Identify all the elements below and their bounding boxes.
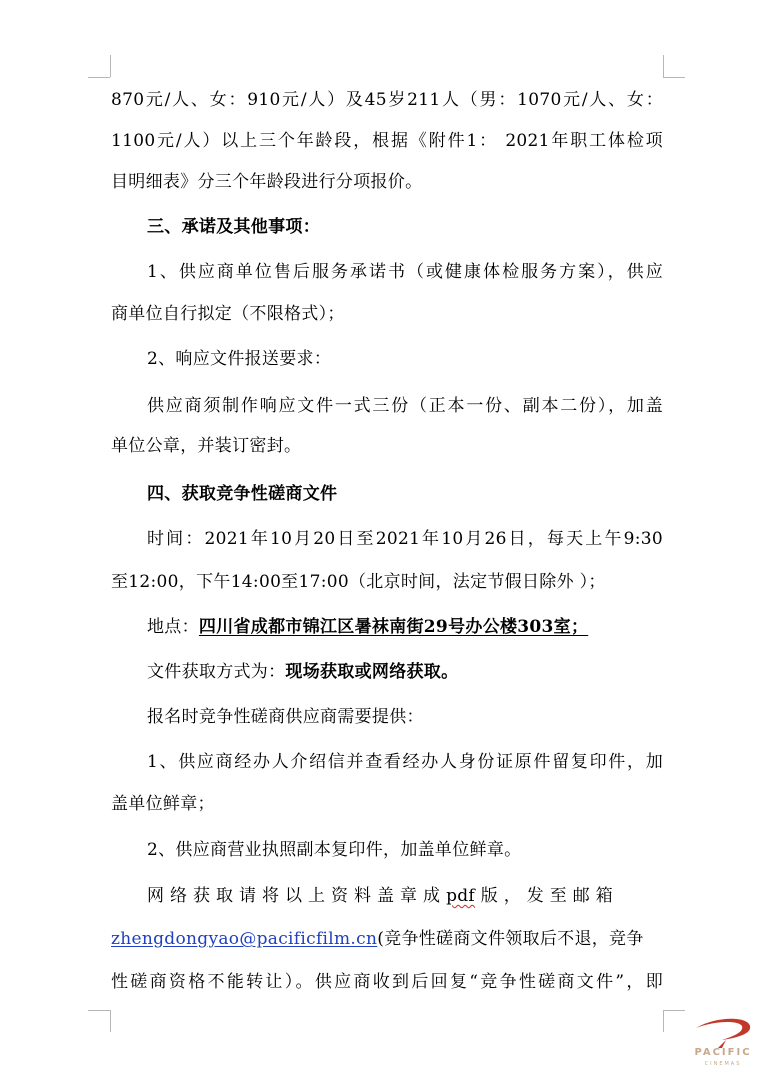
text-line: 目明细表》分三个年龄段进行分项报价。 — [111, 172, 423, 192]
text-line: 至12:00，下午14:00至17:00（北京时间，法定节假日除外 ）； — [111, 572, 606, 592]
method-line — [111, 660, 663, 684]
text-line: 盖单位鲜章； — [111, 794, 215, 814]
text-line: (竞争性磋商文件领取后不退，竞争 — [377, 929, 644, 949]
crop-mark-bottom-right-h — [663, 1010, 685, 1011]
location-label: 地点： — [147, 617, 199, 637]
network-text-a: 网 络 获 取 请 将 以 上 资 料 盖 章 成 — [147, 886, 447, 906]
text-line: 1、供应商经办人介绍信并查看经办人身份证原件留复印件，加 — [147, 752, 663, 772]
text-line: 性磋商资格不能转让）。供应商收到后回复“竞争性磋商文件”，即 — [111, 972, 663, 992]
section-heading-3: 三、承诺及其他事项： — [147, 217, 320, 237]
network-text-b: 版 ， 发 至 邮 箱 — [475, 886, 614, 906]
text-line: 870元/人、女：910元/人）及45岁211人（男：1070元/人、女： — [111, 90, 663, 110]
method-value: 现场获取或网络获取。 — [285, 662, 459, 682]
network-line — [111, 884, 663, 908]
text-line: 供应商须制作响应文件一式三份（正本一份、副本二份），加盖 — [147, 396, 663, 416]
text-line: 2、供应商营业执照副本复印件，加盖单位鲜章。 — [147, 840, 522, 860]
section-heading-4: 四、获取竞争性磋商文件 — [147, 484, 338, 504]
email-link[interactable]: zhengdongyao@pacificfilm.cn — [111, 929, 378, 949]
text-line: 2、响应文件报送要求： — [147, 349, 332, 369]
crop-mark-top-left-h — [88, 77, 110, 78]
crop-mark-top-right-h — [663, 77, 685, 78]
text-line: 1100元/人）以上三个年龄段，根据《附件1： 2021年职工体检项 — [111, 131, 663, 151]
spellcheck-word: pdf — [446, 886, 476, 906]
crop-mark-top-left-v — [110, 55, 111, 77]
method-label: 文件获取方式为： — [147, 662, 286, 682]
crop-mark-bottom-right-v — [663, 1010, 664, 1032]
text-line: 单位公章，并装订密封。 — [111, 436, 302, 456]
crop-mark-bottom-left-h — [88, 1010, 110, 1011]
crop-mark-bottom-left-v — [110, 1010, 111, 1032]
text-line: 时间：2021年10月20日至2021年10月26日，每天上午9:30 — [147, 529, 663, 549]
logo-subtitle: CINEMAS — [704, 1061, 742, 1067]
logo-name: PACIFIC — [694, 1047, 752, 1058]
location-value: 四川省成都市锦江区暑袜南街29号办公楼303室； — [198, 617, 589, 637]
email-line — [111, 927, 663, 951]
crop-mark-top-right-v — [663, 55, 664, 77]
text-line: 商单位自行拟定（不限格式）； — [111, 304, 345, 324]
location-line — [111, 615, 663, 639]
text-line: 报名时竞争性磋商供应商需要提供： — [147, 707, 424, 727]
logo-swoosh-icon — [696, 1019, 750, 1040]
text-line: 1、供应商单位售后服务承诺书（或健康体检服务方案），供应 — [147, 262, 663, 282]
